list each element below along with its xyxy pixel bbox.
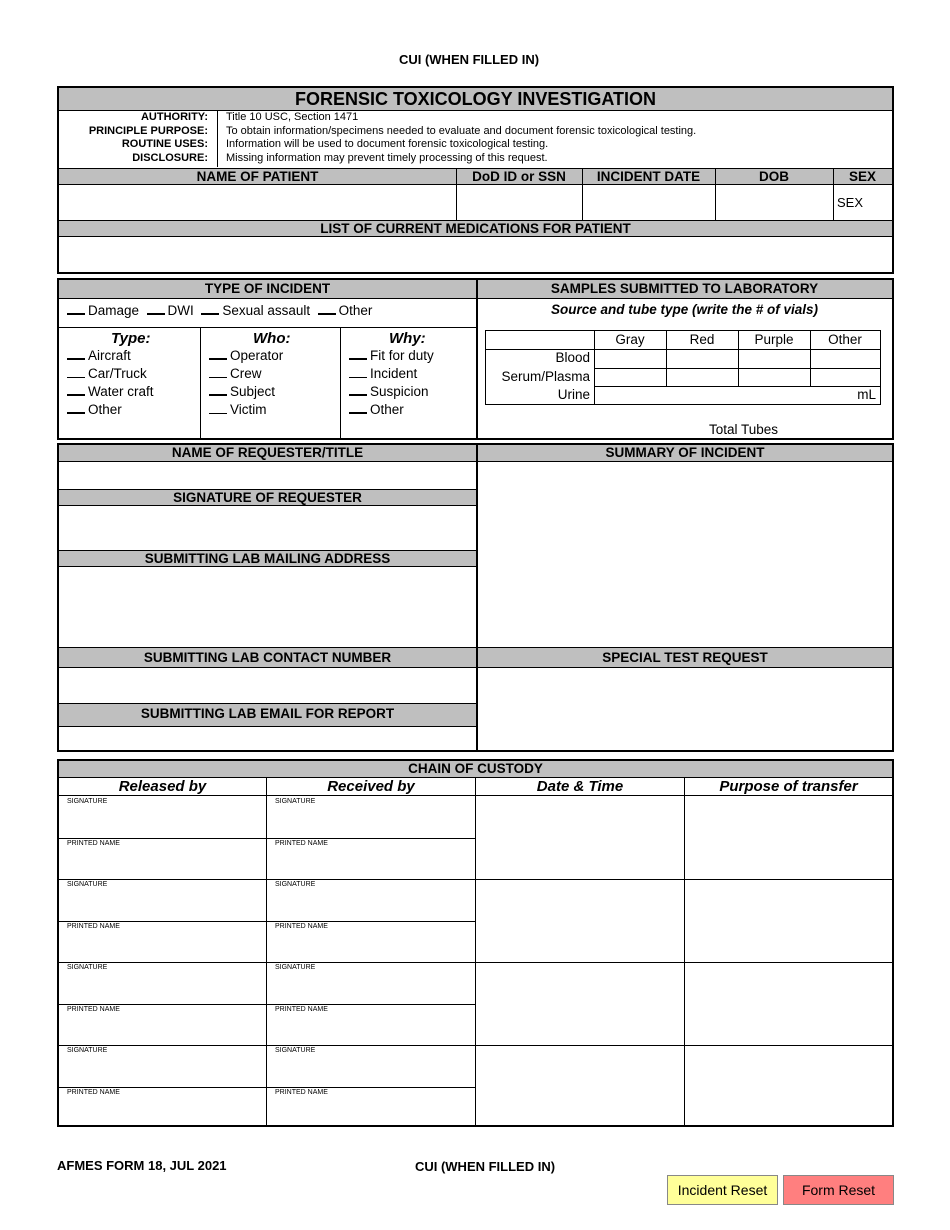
other-incident-label: Other (338, 303, 373, 318)
medications-input[interactable] (59, 237, 892, 272)
operator-label: Operator (230, 348, 284, 363)
disclosure-value: Missing information may prevent timely processing of this request. (226, 151, 548, 164)
blood-gray-input[interactable] (595, 350, 666, 368)
who-title: Who: (253, 330, 291, 347)
blood-red-input[interactable] (667, 350, 738, 368)
sexual-assault-label: Sexual assault (222, 303, 311, 318)
signature-tag: SIGNATURE (275, 798, 316, 805)
fit-for-duty-checkbox[interactable] (349, 349, 367, 360)
requester-name-input[interactable] (59, 462, 476, 489)
type-of-incident-label: TYPE OF INCIDENT (59, 280, 476, 299)
patient-section (57, 86, 894, 274)
dwi-checkbox[interactable] (147, 304, 165, 315)
printed-name-tag: PRINTED NAME (67, 1088, 120, 1096)
crew-checkbox[interactable] (209, 367, 227, 378)
incident-date-input[interactable] (583, 185, 715, 220)
incident-date-label: INCIDENT DATE (596, 169, 701, 184)
contact-number-label: SUBMITTING LAB CONTACT NUMBER (59, 647, 476, 668)
incident-samples-section (57, 278, 894, 440)
water-craft-label: Water craft (88, 384, 154, 399)
victim-checkbox[interactable] (209, 403, 227, 414)
car-truck-checkbox[interactable] (67, 367, 85, 378)
authority-label: AUTHORITY: (140, 111, 208, 123)
patient-name-input[interactable] (59, 185, 456, 220)
special-test-label: SPECIAL TEST REQUEST (478, 647, 892, 668)
blood-row-label: Blood (555, 350, 590, 365)
released-signature-field[interactable] (59, 796, 266, 838)
damage-label: Damage (88, 303, 140, 318)
purpose-label: PRINCIPLE PURPOSE: (88, 124, 208, 137)
disclosure-label: DISCLOSURE: (132, 151, 208, 164)
received-signature-field[interactable] (267, 1045, 474, 1087)
dob-label: DOB (759, 169, 789, 184)
date-time-field[interactable] (476, 879, 683, 962)
urine-row-label: Urine (557, 387, 590, 402)
purpose-header: Purpose of transfer (719, 778, 858, 795)
crew-label: Crew (230, 366, 262, 381)
signature-tag: SIGNATURE (275, 881, 316, 888)
date-time-field[interactable] (476, 1045, 683, 1128)
suspicion-label: Suspicion (370, 384, 429, 399)
dob-input[interactable] (716, 185, 833, 220)
incident-reason-label: Incident (370, 366, 418, 381)
purpose-value: To obtain information/specimens needed to evaluate and document forensic toxicological testing. (226, 124, 697, 137)
operator-checkbox[interactable] (209, 349, 227, 360)
received-printed-name-field[interactable] (267, 1087, 474, 1129)
cui-header: CUI (WHEN FILLED IN) (398, 52, 540, 67)
authority-labels (59, 111, 210, 165)
who-column (209, 330, 337, 419)
routine-uses-label: ROUTINE USES: (121, 138, 208, 150)
date-time-field[interactable] (476, 962, 683, 1045)
other-column-label: Other (828, 332, 862, 347)
signature-tag: SIGNATURE (275, 1047, 316, 1054)
other-type-checkbox[interactable] (67, 403, 85, 414)
other-incident-checkbox[interactable] (318, 304, 336, 315)
dod-id-input[interactable] (457, 185, 582, 220)
purple-column-label: Purple (754, 332, 794, 347)
form-reset-button[interactable]: Form Reset (783, 1175, 894, 1205)
total-tubes-label: Total Tubes (709, 422, 779, 437)
received-signature-field[interactable] (267, 962, 474, 1004)
printed-name-tag: PRINTED NAME (275, 839, 328, 847)
sexual-assault-checkbox[interactable] (201, 304, 219, 315)
purpose-field[interactable] (685, 962, 892, 1045)
serum-plasma-row-label: Serum/Plasma (501, 369, 590, 384)
other-reason-checkbox[interactable] (349, 403, 367, 414)
printed-name-tag: PRINTED NAME (275, 1088, 328, 1096)
why-column (349, 330, 474, 419)
sex-select[interactable]: SEX (837, 195, 864, 210)
contact-number-input[interactable] (59, 668, 476, 703)
purpose-field[interactable] (685, 879, 892, 962)
other-reason-label: Other (370, 402, 404, 417)
printed-name-tag: PRINTED NAME (67, 922, 120, 930)
blood-purple-input[interactable] (739, 350, 810, 368)
water-craft-checkbox[interactable] (67, 385, 85, 396)
received-printed-name-field[interactable] (267, 1004, 474, 1046)
form-title: FORENSIC TOXICOLOGY INVESTIGATION (59, 88, 892, 111)
released-printed-name-field[interactable] (59, 1004, 266, 1046)
summary-input[interactable] (478, 462, 892, 647)
requester-signature-label: SIGNATURE OF REQUESTER (59, 489, 476, 506)
gray-column-label: Gray (615, 332, 645, 347)
serum-other-input[interactable] (811, 369, 880, 386)
mailing-address-label: SUBMITTING LAB MAILING ADDRESS (59, 550, 476, 567)
serum-purple-input[interactable] (739, 369, 810, 386)
signature-tag: SIGNATURE (275, 964, 316, 971)
subject-label: Subject (230, 384, 276, 399)
summary-label: SUMMARY OF INCIDENT (478, 445, 892, 462)
purpose-field[interactable] (685, 1045, 892, 1128)
purpose-field[interactable] (685, 796, 892, 879)
urine-unit: mL (857, 387, 876, 402)
printed-name-tag: PRINTED NAME (67, 839, 120, 847)
serum-red-input[interactable] (667, 369, 738, 386)
printed-name-tag: PRINTED NAME (275, 1005, 328, 1013)
incident-options (67, 303, 372, 318)
date-time-header: Date & Time (536, 778, 624, 795)
dwi-label: DWI (167, 303, 194, 318)
type-title: Type: (111, 330, 151, 347)
released-signature-field[interactable] (59, 879, 266, 921)
other-type-label: Other (88, 402, 122, 417)
incident-reset-button[interactable]: Incident Reset (667, 1175, 778, 1205)
signature-tag: SIGNATURE (67, 881, 108, 888)
cui-footer: CUI (WHEN FILLED IN) (414, 1159, 556, 1174)
email-input[interactable] (59, 727, 476, 750)
victim-label: Victim (230, 402, 267, 417)
damage-checkbox[interactable] (67, 304, 85, 315)
signature-tag: SIGNATURE (67, 964, 108, 971)
requester-name-label: NAME OF REQUESTER/TITLE (59, 445, 476, 462)
received-printed-name-field[interactable] (267, 838, 474, 880)
requester-section (57, 443, 894, 752)
routine-uses-value: Information will be used to document forensic toxicological testing. (226, 138, 549, 150)
sex-label: SEX (848, 169, 876, 184)
received-signature-field[interactable] (267, 879, 474, 921)
aircraft-label: Aircraft (88, 348, 131, 363)
signature-tag: SIGNATURE (67, 1047, 108, 1054)
printed-name-tag: PRINTED NAME (67, 1005, 120, 1013)
authority-value: Title 10 USC, Section 1471 (226, 111, 359, 123)
chain-of-custody-label: CHAIN OF CUSTODY (59, 761, 892, 778)
medications-label: LIST OF CURRENT MEDICATIONS FOR PATIENT (59, 220, 892, 237)
type-column (67, 330, 197, 419)
dod-id-label: DoD ID or SSN (472, 169, 566, 184)
date-time-field[interactable] (476, 796, 683, 879)
released-by-header: Released by (118, 778, 207, 795)
released-signature-field[interactable] (59, 962, 266, 1004)
subject-checkbox[interactable] (209, 385, 227, 396)
special-test-input[interactable] (478, 668, 892, 750)
email-label: SUBMITTING LAB EMAIL FOR REPORT (59, 703, 476, 727)
mailing-address-input[interactable] (59, 567, 476, 647)
printed-name-tag: PRINTED NAME (275, 922, 328, 930)
fit-for-duty-label: Fit for duty (370, 348, 434, 363)
released-printed-name-field[interactable] (59, 838, 266, 880)
name-of-patient-label: NAME OF PATIENT (196, 169, 319, 184)
car-truck-label: Car/Truck (88, 366, 147, 381)
samples-subtitle: Source and tube type (write the # of vials) (550, 302, 819, 317)
released-signature-field[interactable] (59, 1045, 266, 1087)
incident-reason-checkbox[interactable] (349, 367, 367, 378)
blood-other-input[interactable] (811, 350, 880, 368)
samples-table (485, 330, 881, 405)
signature-tag: SIGNATURE (67, 798, 108, 805)
aircraft-checkbox[interactable] (67, 349, 85, 360)
received-signature-field[interactable] (267, 796, 474, 838)
samples-label: SAMPLES SUBMITTED TO LABORATORY (477, 280, 892, 299)
received-by-header: Received by (327, 778, 415, 795)
released-printed-name-field[interactable] (59, 921, 266, 963)
authority-values (226, 111, 886, 165)
red-column-label: Red (689, 332, 715, 347)
received-printed-name-field[interactable] (267, 921, 474, 963)
released-printed-name-field[interactable] (59, 1087, 266, 1129)
urine-volume-input[interactable] (595, 387, 825, 405)
suspicion-checkbox[interactable] (349, 385, 367, 396)
serum-gray-input[interactable] (595, 369, 666, 386)
why-title: Why: (389, 330, 426, 347)
form-id: AFMES FORM 18, JUL 2021 (57, 1158, 227, 1173)
requester-signature-input[interactable] (59, 506, 476, 550)
